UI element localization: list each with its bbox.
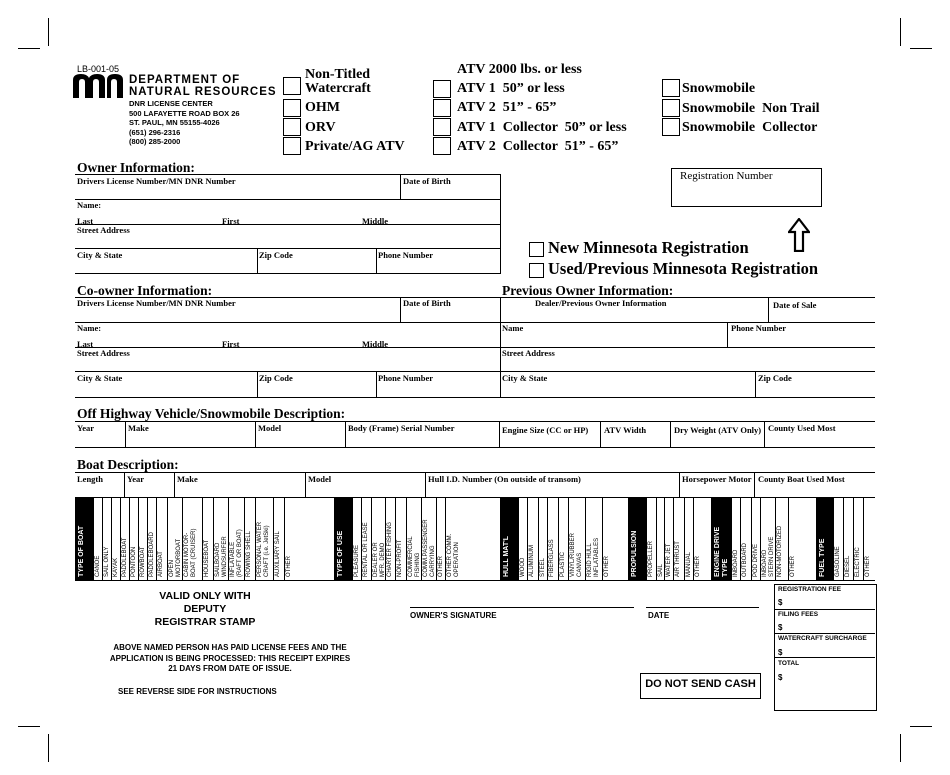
label-ohm: OHM [305, 100, 340, 115]
boat-option-label: OTHER [790, 556, 796, 577]
boat-option-label: SAIL ONLY [104, 546, 110, 577]
boat-option-other[interactable] [284, 498, 294, 580]
ohv-title: Off Highway Vehicle/Snowmobile Description: [77, 406, 346, 421]
boat-option-label: OPEN MOTORBOAT [169, 538, 182, 577]
boat-option-label: WATER JET [666, 543, 672, 577]
boat-option-label: ALUMINUM [529, 544, 535, 577]
boat-option-label: OTHER [438, 556, 444, 577]
previous-owner-title: Previous Owner Information: [502, 283, 674, 298]
boat-option-label: COMMERCIAL FISHING [408, 536, 421, 577]
label-non-titled: Non-Titled Watercraft [305, 67, 371, 96]
label-snowmobile: Snowmobile [682, 81, 756, 96]
owner-name-label: Name: [77, 200, 102, 210]
watercraft-surcharge-label: WATERCRAFT SURCHARGE [778, 635, 867, 642]
up-arrow-icon [788, 218, 810, 252]
checkbox-new-registration[interactable] [529, 242, 544, 257]
boat-option-label: SAIL [658, 563, 664, 577]
boat-option-inflatable-raft-or-boat[interactable] [228, 498, 245, 580]
crop-mark [48, 18, 49, 46]
prev-city-label: City & State [502, 373, 548, 383]
prev-street-label: Street Address [502, 348, 555, 358]
ohv-serial-label: Body (Frame) Serial Number [348, 423, 455, 433]
label-orv: ORV [305, 120, 336, 135]
fuel-header-label: FUEL TYPE [819, 538, 826, 577]
coowner-dl-label: Drivers License Number/MN DNR Number [77, 298, 236, 308]
type-of-boat-header [75, 498, 93, 580]
boat-option-label: PROPELLER [648, 540, 654, 577]
atv-header: ATV 2000 lbs. or less [457, 62, 582, 77]
boat-county-label: County Boat Used Most [758, 474, 845, 484]
boat-option-label: STEEL [540, 557, 546, 577]
checkbox-atv2-collector[interactable] [433, 137, 451, 155]
total-label: TOTAL [778, 660, 800, 667]
label-private-ag-atv: Private/AG ATV [305, 139, 405, 154]
boat-option-other[interactable] [788, 498, 798, 580]
boat-option-label: RENTAL OR LEASE [363, 522, 369, 577]
agency-address: DNR LICENSE CENTER 500 LAFAYETTE ROAD BOX 26 ST. PAUL, MN 55155-4026 (651) 296-2316 (800) 285-2000 [129, 99, 240, 146]
owner-phone-label: Phone Number [378, 250, 434, 260]
checkbox-atv1[interactable] [433, 80, 451, 98]
ohv-width-label: ATV Width [604, 425, 647, 435]
date-label: DATE [648, 611, 670, 620]
boat-option-personal-water-craft-i-e-jetski[interactable] [255, 498, 274, 580]
total-value[interactable]: $ [778, 673, 783, 682]
label-atv2-collector: ATV 2 Collector 51” - 65” [457, 139, 619, 154]
agency-name-line2: NATURAL RESOURCES [129, 86, 277, 98]
crop-mark [900, 18, 901, 46]
boat-option-other[interactable] [693, 498, 703, 580]
coowner-first-label: First [222, 339, 240, 349]
ohv-year-label: Year [77, 423, 94, 433]
boat-option-label: RIGID HULL INFLATABLES [587, 537, 600, 577]
engine-header [711, 498, 731, 580]
crop-mark [910, 48, 932, 49]
registration-fee-value[interactable]: $ [778, 598, 783, 607]
boat-hp-label: Horsepower Motor [682, 474, 752, 484]
fee-box [774, 584, 877, 711]
boat-option-non-motorized[interactable] [775, 498, 789, 580]
boat-option-label: OTHER [286, 556, 292, 577]
boat-option-label: AIR THRUST [675, 541, 681, 577]
boat-option-label: ROWBOAT [140, 546, 146, 577]
ohv-make-label: Make [128, 423, 149, 433]
checkbox-ohm[interactable] [283, 99, 301, 117]
owner-street-label: Street Address [77, 225, 130, 235]
label-atv1: ATV 1 50” or less [457, 81, 565, 96]
boat-option-label: INFLATABLE (RAFT OR BOAT) [230, 529, 243, 577]
boat-option-label: HOUSEBOAT [204, 539, 210, 577]
dnr-logo [73, 74, 125, 98]
fuel-header [816, 498, 833, 580]
boat-option-vinyl-rubber-canvas[interactable] [568, 498, 586, 580]
owner-dob-label: Date of Birth [403, 176, 451, 186]
boat-option-label: MANUAL [686, 551, 692, 577]
boat-option-sailboard-windsurfer[interactable] [213, 498, 229, 580]
boat-option-label: COMM.PASSENGER CARRYING [423, 519, 436, 577]
registration-fee-label: REGISTRATION FEE [778, 586, 842, 593]
hull-header [500, 498, 518, 580]
coowner-title: Co-owner Information: [77, 283, 213, 298]
coowner-dob-label: Date of Birth [403, 298, 451, 308]
checkbox-snowmobile-collector[interactable] [662, 118, 680, 136]
coowner-city-label: City & State [77, 373, 123, 383]
prev-zip-label: Zip Code [758, 373, 792, 383]
processing-notice: ABOVE NAMED PERSON HAS PAID LICENSE FEES AND THE APPLICATION IS BEING PROCESSED: THIS RECEIPT EXPIRES 21 DAYS FROM DATE OF ISSUE. [109, 643, 351, 673]
label-atv1-collector: ATV 1 Collector 50” or less [457, 120, 627, 135]
boat-option-label: ELECTRIC [855, 547, 861, 577]
filing-fee-value[interactable]: $ [778, 623, 783, 632]
boat-option-label: AUXILIARY SAIL [275, 531, 281, 577]
boat-option-label: GASOLINE [835, 546, 841, 577]
checkbox-non-titled-watercraft[interactable] [283, 77, 301, 95]
used-registration-label: Used/Previous Minnesota Registration [548, 259, 819, 278]
coowner-last-label: Last [77, 339, 94, 349]
boat-option-other[interactable] [863, 498, 874, 580]
boat-make-label: Make [177, 474, 198, 484]
crop-mark [900, 734, 901, 762]
boat-option-label: OTHER COMM. OPERATION [447, 533, 460, 577]
boat-option-label: NON-MOTORIZED [777, 525, 783, 577]
label-snowmobile-non-trail: Snowmobile Non Trail [682, 101, 820, 116]
type-of-use-header [334, 498, 352, 580]
boat-option-dealer-or-mfr-demo[interactable] [371, 498, 386, 580]
boat-length-label: Length [77, 474, 103, 484]
valid-stamp-text: VALID ONLY WITH DEPUTY REGISTRAR STAMP [154, 590, 256, 628]
boat-option-label: DEALER OR MFR. DEMO [373, 542, 386, 577]
owner-signature-field[interactable] [410, 592, 634, 607]
crop-mark [18, 48, 40, 49]
boat-option-label: AIRBOAT [158, 551, 164, 577]
boat-option-open-motorboat[interactable] [167, 498, 183, 580]
boat-option-label: ROWING SHELL [246, 530, 252, 577]
boat-option-inboard-stern-drive[interactable] [760, 498, 776, 580]
engine-header-label: ENGINE DRIVE TYPE [714, 526, 729, 577]
owner-signature-label: OWNER'S SIGNATURE [410, 611, 497, 620]
owner-last-label: Last [77, 216, 94, 226]
boat-option-label: POD DRIVE [753, 543, 759, 577]
propulsion-header [628, 498, 646, 580]
boat-option-label: SAILBOARD WINDSURFER [215, 536, 228, 577]
boat-option-label: PLASTIC [560, 551, 566, 577]
ohv-county-label: County Used Most [768, 423, 836, 433]
boat-option-label: OTHER [865, 556, 871, 577]
owner-zip-label: Zip Code [259, 250, 293, 260]
coowner-middle-label: Middle [362, 339, 388, 349]
registration-number-label: Registration Number [680, 170, 773, 182]
label-snowmobile-collector: Snowmobile Collector [682, 120, 818, 135]
ohv-model-label: Model [258, 423, 282, 433]
boat-option-label: CABIN MOTOR- BOAT (CRUISER) [184, 528, 197, 577]
label-atv2: ATV 2 51” - 65” [457, 100, 557, 115]
coowner-name-label: Name: [77, 323, 102, 333]
date-field[interactable] [646, 592, 759, 607]
boat-option-label: INBOARD [733, 549, 739, 577]
prev-sale-label: Date of Sale [773, 300, 817, 310]
checkbox-atv1-collector[interactable] [433, 118, 451, 136]
boat-option-label: OTHER [604, 556, 610, 577]
reverse-instructions: SEE REVERSE SIDE FOR INSTRUCTIONS [118, 687, 277, 696]
boat-option-label: OUTBOARD [742, 542, 748, 577]
boat-option-label: CHARTER FISHING [387, 522, 393, 577]
do-not-send-cash-label: DO NOT SEND CASH [645, 678, 756, 690]
checkbox-orv[interactable] [283, 118, 301, 136]
checkbox-private-ag-atv[interactable] [283, 137, 301, 155]
ohv-weight-label: Dry Weight (ATV Only) [674, 425, 762, 435]
checkbox-snowmobile[interactable] [662, 79, 680, 97]
boat-option-label: PLEASURE [354, 544, 360, 577]
boat-option-label: DIESEL [845, 555, 851, 577]
new-registration-label: New Minnesota Registration [548, 238, 749, 257]
agency-name-line1: DEPARTMENT OF [129, 74, 241, 86]
type-of-use-header-label: TYPE OF USE [337, 530, 344, 577]
boat-option-cabin-motor-boat-cruiser[interactable] [182, 498, 203, 580]
boat-option-other-comm-operation[interactable] [445, 498, 463, 580]
coowner-street-label: Street Address [77, 348, 130, 358]
prev-phone-label: Phone Number [731, 323, 787, 333]
crop-mark [910, 726, 932, 727]
crop-mark [18, 726, 40, 727]
ohv-engine-label: Engine Size (CC or HP) [502, 425, 589, 435]
boat-option-label: PADDLEBOARD [149, 532, 155, 577]
boat-option-label: INBOARD STERN DRIVE [762, 536, 775, 577]
boat-option-commercial-fishing[interactable] [406, 498, 422, 580]
owner-middle-label: Middle [362, 216, 388, 226]
owner-first-label: First [222, 216, 240, 226]
boat-option-comm-passenger-carrying[interactable] [421, 498, 437, 580]
coowner-phone-label: Phone Number [378, 373, 434, 383]
boat-option-other[interactable] [602, 498, 612, 580]
prev-dealer-label: Dealer/Previous Owner Information [535, 298, 667, 308]
type-of-boat-header-label: TYPE OF BOAT [78, 525, 85, 577]
boat-option-label: PERSONAL WATER CRAFT (i.e. JetSki) [257, 521, 270, 577]
boat-hull-label: Hull I.D. Number (On outside of transom) [428, 474, 581, 484]
boat-option-label: OTHER [695, 556, 701, 577]
boat-year-label: Year [127, 474, 144, 484]
watercraft-surcharge-value[interactable]: $ [778, 648, 783, 657]
boat-model-label: Model [308, 474, 332, 484]
boat-option-label: CANOE [95, 555, 101, 577]
boat-title: Boat Description: [77, 457, 179, 472]
boat-option-label: FIBERGLASS [549, 539, 555, 577]
boat-option-label: NON-PROFIT [397, 539, 403, 577]
filing-fee-label: FILING FEES [778, 611, 819, 618]
hull-header-label: HULL MAT'L [503, 535, 510, 577]
form-id: LB-001-05 [77, 64, 120, 74]
checkbox-snowmobile-non-trail[interactable] [662, 99, 680, 117]
boat-option-label: KAYAK [113, 557, 119, 577]
propulsion-header-label: PROPULSION [631, 530, 638, 577]
boat-option-label: VINYL/RUBBER CANVAS [570, 532, 583, 577]
owner-dl-label: Drivers License Number/MN DNR Number [77, 176, 236, 186]
boat-option-rigid-hull-inflatables[interactable] [585, 498, 603, 580]
owner-title: Owner Information: [77, 160, 195, 175]
boat-option-label: WOOD [520, 557, 526, 577]
owner-city-label: City & State [77, 250, 123, 260]
crop-mark [48, 734, 49, 762]
boat-option-label: PADDLEBOAT [122, 537, 128, 577]
coowner-zip-label: Zip Code [259, 373, 293, 383]
boat-option-label: PONTOON [131, 546, 137, 577]
prev-name-label: Name [502, 323, 524, 333]
checkbox-atv2[interactable] [433, 99, 451, 117]
checkbox-used-registration[interactable] [529, 263, 544, 278]
